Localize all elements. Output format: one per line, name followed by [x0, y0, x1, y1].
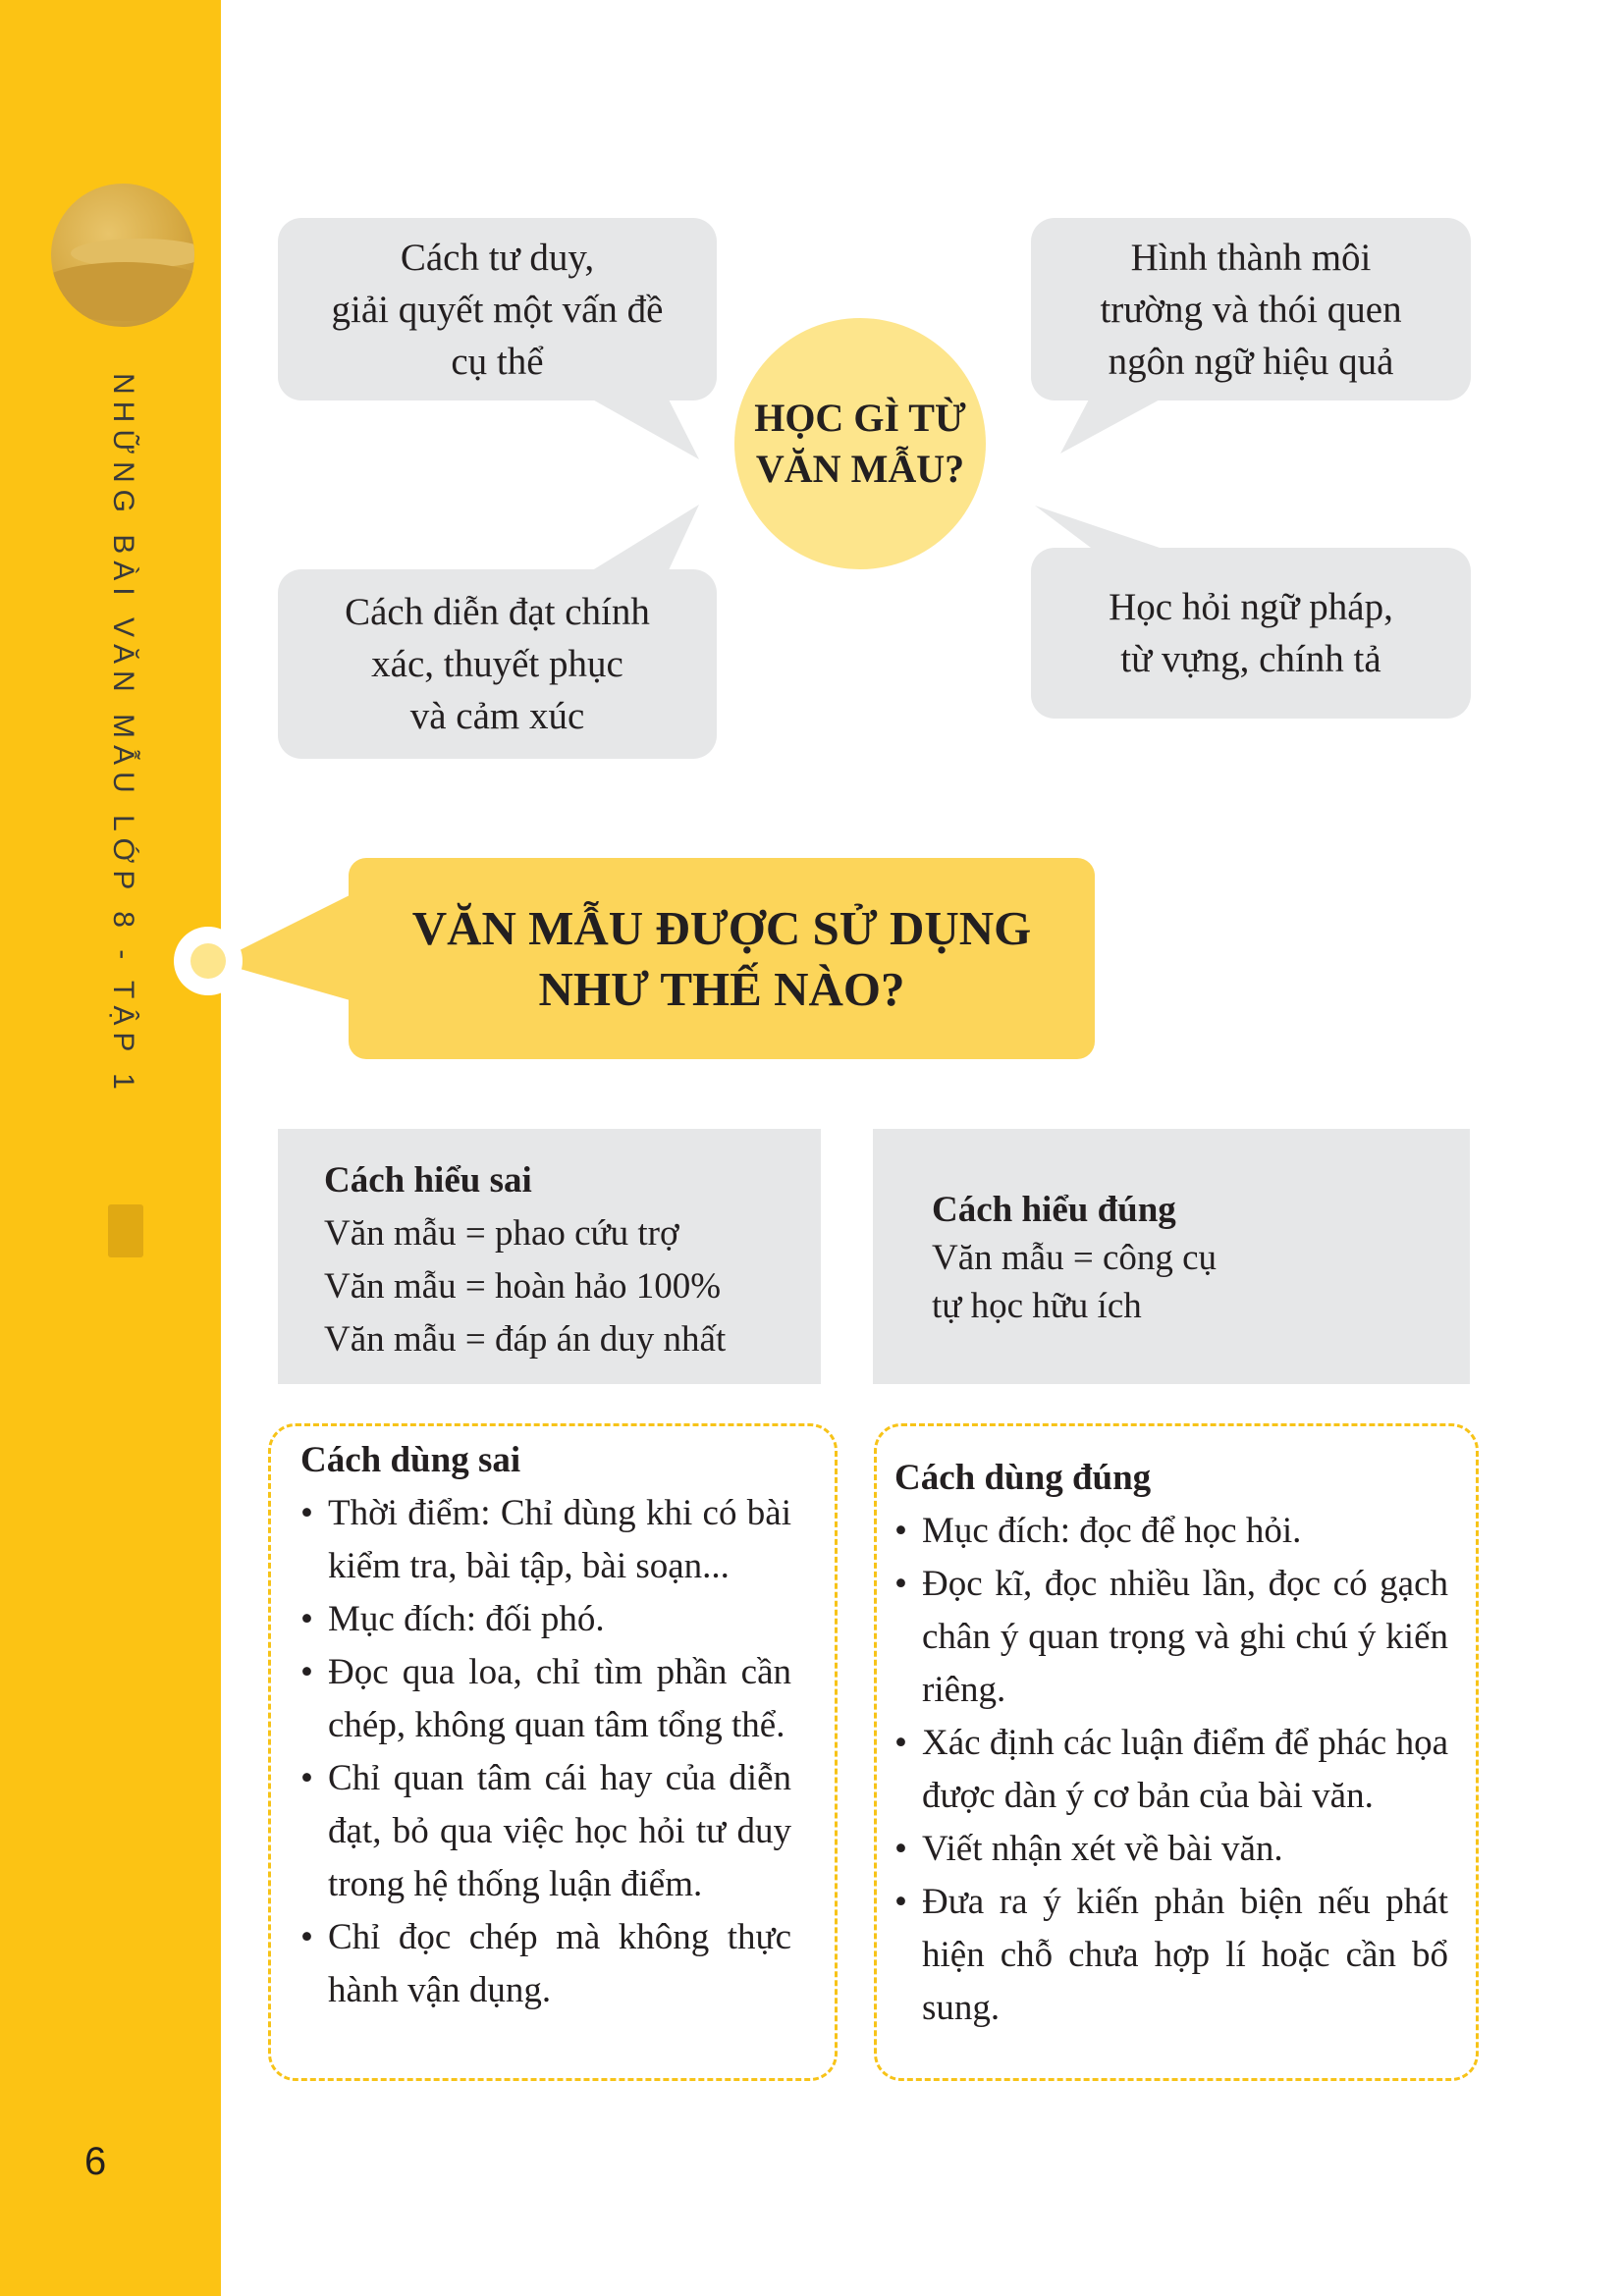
bubble-bottom-right-text: Học hỏi ngữ pháp, từ vựng, chính tả	[1109, 586, 1393, 680]
understand-right-heading: Cách hiểu đúng	[932, 1190, 1176, 1230]
page-number: 6	[84, 2140, 107, 2183]
section-banner	[349, 858, 1095, 1059]
understand-wrong-line: Văn mẫu = hoàn hảo 100%	[324, 1266, 722, 1307]
list-item: • Mục đích: đọc để học hỏi.	[894, 1505, 1448, 1558]
understand-wrong-line: Văn mẫu = đáp án duy nhất	[324, 1319, 727, 1360]
list-item: • Chỉ quan tâm cái hay của diễn đạt, bỏ qua việc học hỏi tư duy trong hệ thống luận điểm.	[300, 1752, 791, 1911]
list-item: • Xác định các luận điểm để phác họa được dàn ý cơ bản của bài văn.	[894, 1717, 1448, 1823]
center-question-circle	[734, 318, 986, 569]
use-wrong-heading: Cách dùng sai	[300, 1440, 521, 1480]
bubble-top-right-text: Hình thành môi trường và thói quen ngôn ngữ hiệu quả	[1100, 236, 1402, 383]
understand-right-line: tự học hữu ích	[932, 1286, 1142, 1326]
use-right-list	[894, 1505, 1448, 2035]
bubble-top-left-text: Cách tư duy, giải quyết một vấn đề cụ thể	[331, 236, 664, 383]
list-item: • Chỉ đọc chép mà không thực hành vận dụng.	[300, 1911, 791, 2017]
banner-pointer	[0, 0, 393, 1080]
list-item: • Đưa ra ý kiến phản biện nếu phát hiện chỗ chưa hợp lí hoặc cần bổ sung.	[894, 1876, 1448, 2035]
bubble-top-right	[1031, 218, 1471, 400]
understand-wrong-heading: Cách hiểu sai	[324, 1160, 532, 1201]
list-item: • Đọc qua loa, chỉ tìm phần cần chép, không quan tâm tổng thể.	[300, 1646, 791, 1752]
list-item: • Thời điểm: Chỉ dùng khi có bài kiểm tra, bài tập, bài soạn...	[300, 1487, 791, 1593]
use-wrong-box	[268, 1423, 838, 2081]
understand-right-box	[873, 1129, 1470, 1384]
understand-wrong-line: Văn mẫu = phao cứu trợ	[324, 1213, 679, 1254]
understand-right-line: Văn mẫu = công cụ	[932, 1238, 1218, 1278]
center-question-text: HỌC GÌ TỪ VĂN MẪU?	[754, 396, 966, 491]
bubble-bottom-left-text: Cách diễn đạt chính xác, thuyết phục và cảm xúc	[345, 591, 650, 737]
spine-marker	[108, 1204, 143, 1257]
bubble-bottom-right	[1031, 548, 1471, 719]
tail-bottom-left	[589, 505, 699, 572]
tail-bottom-right	[1035, 506, 1168, 551]
use-right-heading: Cách dùng đúng	[894, 1458, 1152, 1498]
banner-knob-center	[190, 943, 226, 979]
use-wrong-list	[300, 1487, 791, 2017]
use-right-box	[874, 1423, 1479, 2081]
list-item: • Mục đích: đối phó.	[300, 1593, 791, 1646]
book-spine-title: NHỮNG BÀI VĂN MẪU LỚP 8 - TẬP 1	[107, 373, 139, 1096]
list-item: • Đọc kĩ, đọc nhiều lần, đọc có gạch chân ý quan trọng và ghi chú ý kiến riêng.	[894, 1558, 1448, 1717]
section-banner-title: VĂN MẪU ĐƯỢC SỬ DỤNG NHƯ THẾ NÀO?	[411, 900, 1032, 1016]
list-item: • Viết nhận xét về bài văn.	[894, 1823, 1448, 1876]
tail-top-left	[589, 398, 699, 459]
understand-wrong-box	[278, 1129, 821, 1384]
tail-top-right	[1060, 398, 1164, 454]
